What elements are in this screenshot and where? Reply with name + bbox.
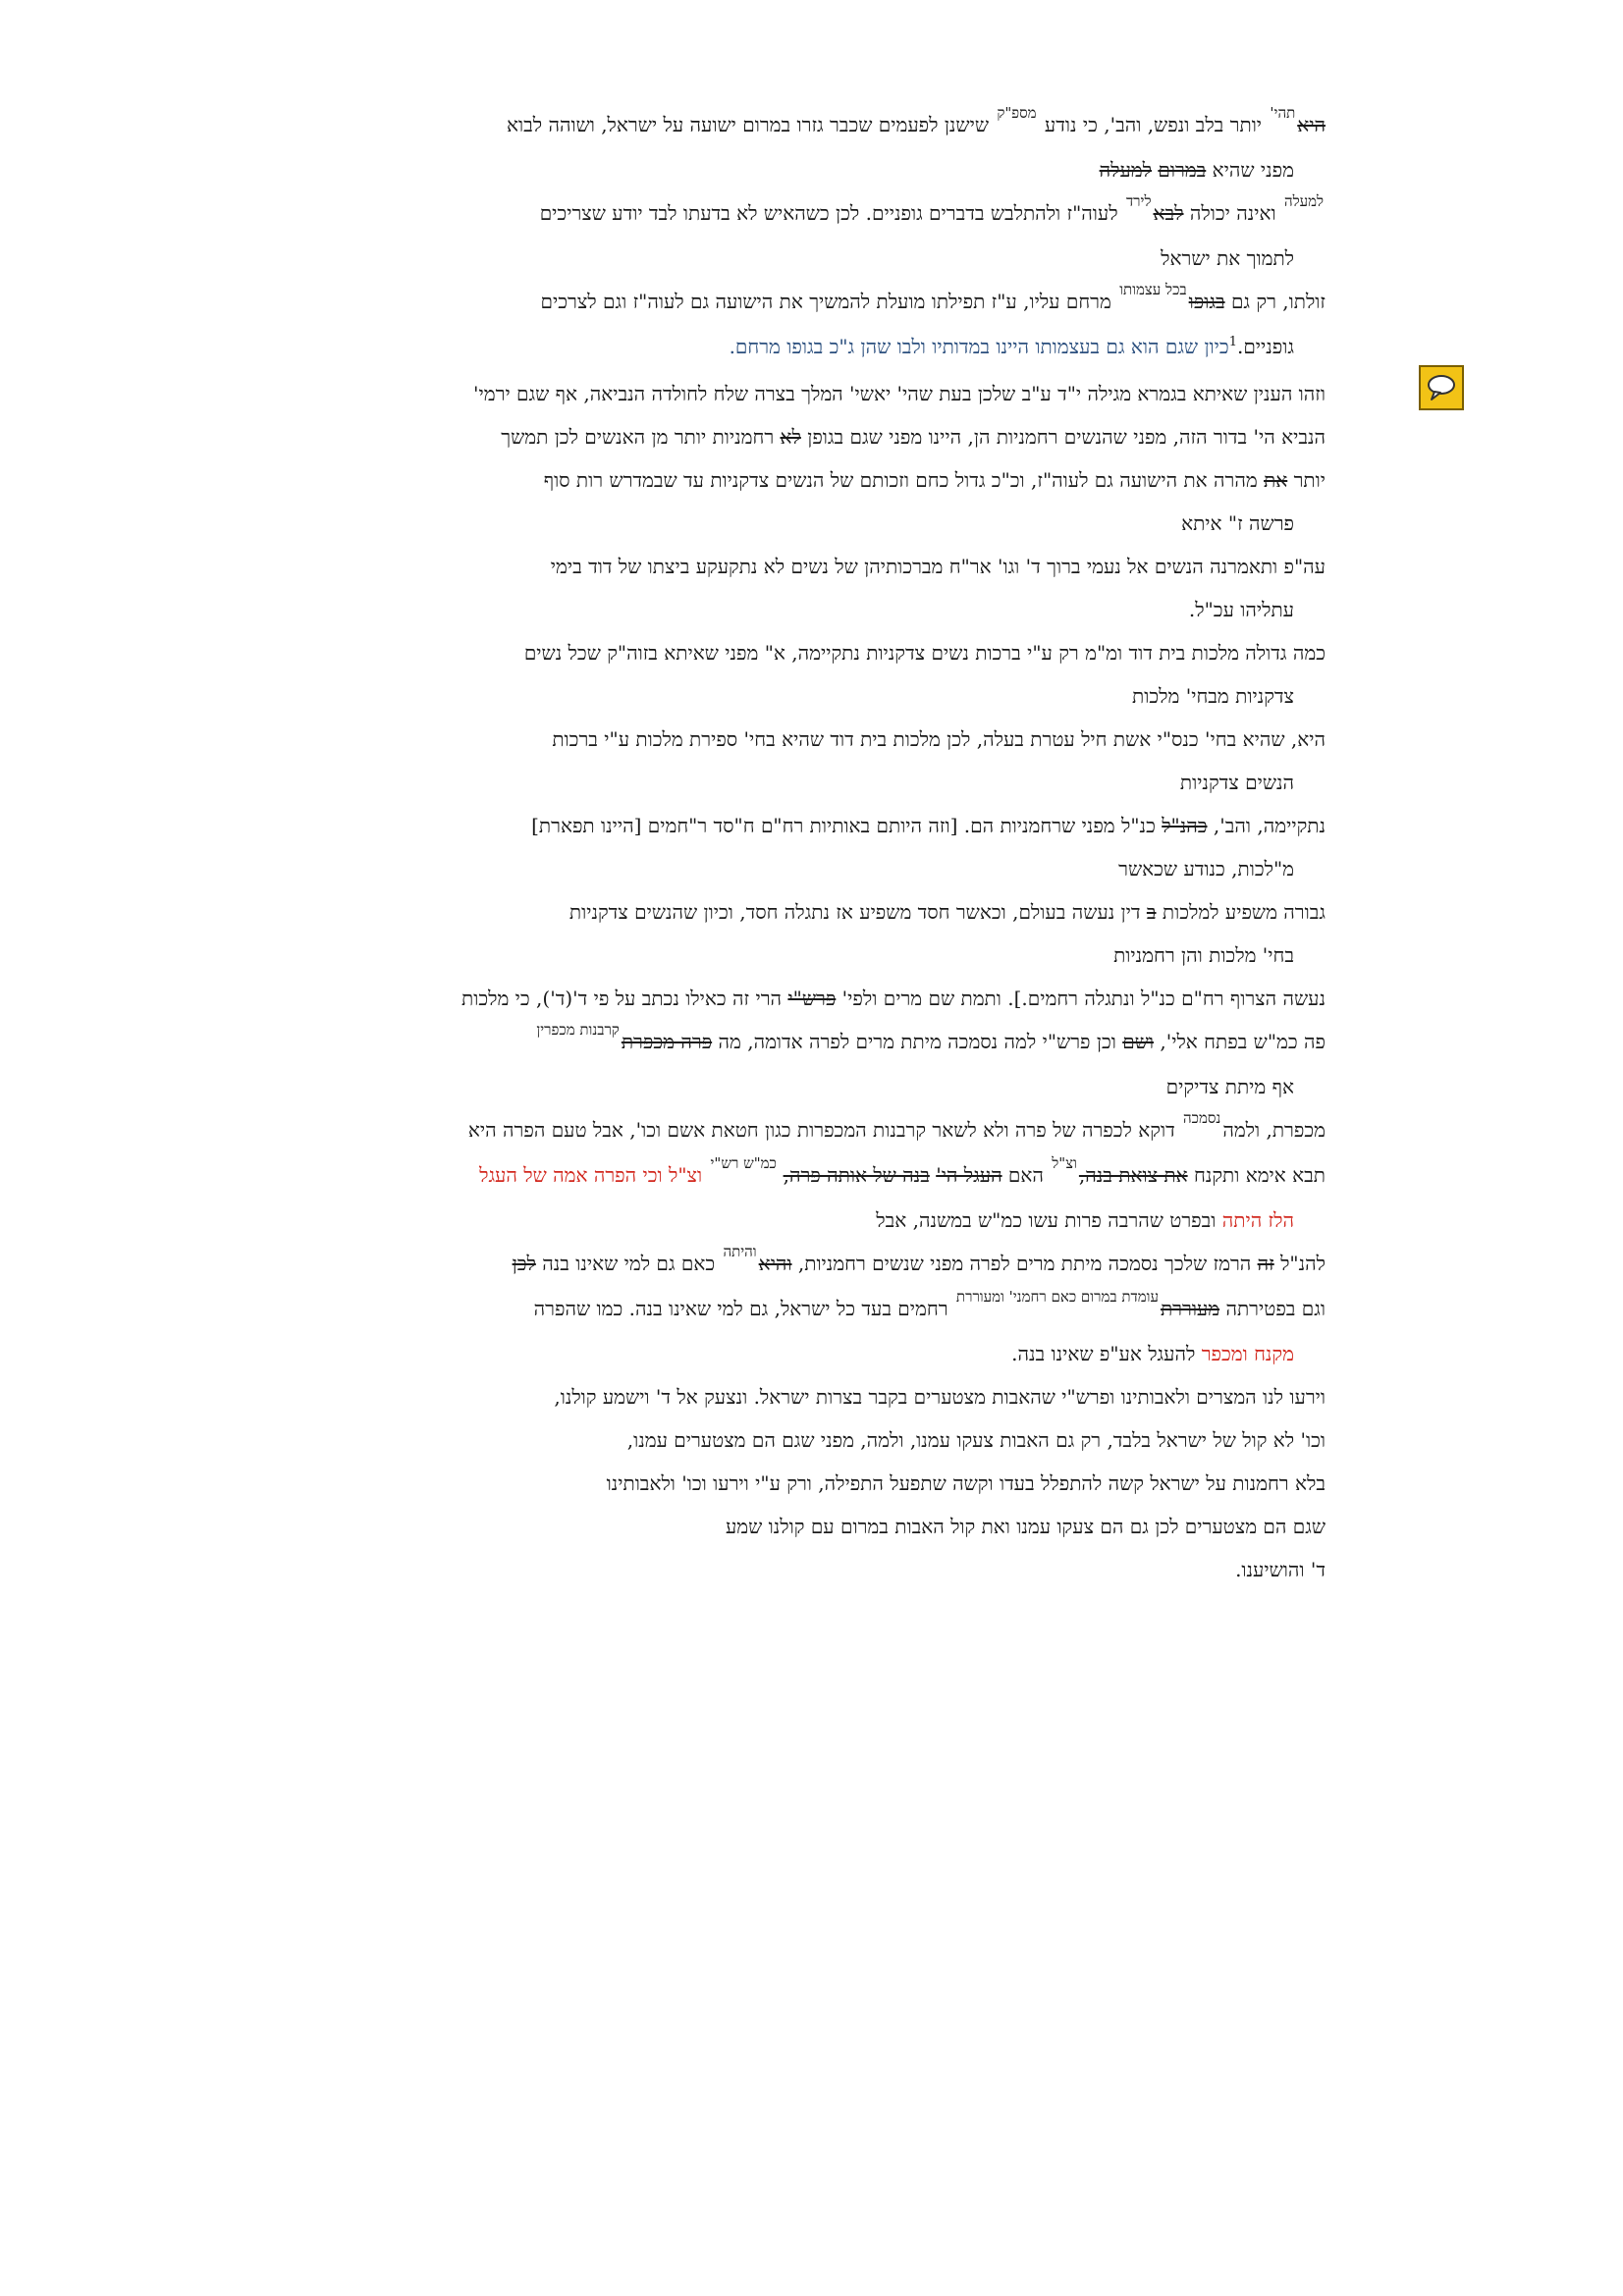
text-segment: נתקיימה, והב', [1207, 814, 1325, 837]
inserted-text: למעלה [1283, 192, 1324, 210]
deleted-text: כהנ"ל [1162, 814, 1208, 837]
deleted-text: לבא [1153, 201, 1184, 225]
text-segment: לעוה"ז ולהתלבש בדברים גופניים. לכן כשהאיש לא בדעתו לבד יודע שצריכים [539, 201, 1124, 225]
text-segment: לתמוך את ישראל [1161, 246, 1294, 270]
text-line [349, 545, 1325, 588]
footnote-text: כיון שגם הוא גם בעצמותו היינו במדותיו ולבו שהן ג"כ בגופו מרחם. [729, 335, 1229, 358]
text-line [349, 977, 1325, 1020]
inserted-text: בכל עצמותו [1119, 281, 1187, 298]
deleted-text: היא [1297, 113, 1325, 136]
text-segment: וירעו לנו המצרים ולאבותינו ופרש"י שהאבות מצטערים בקבר בצרות ישראל. ונצעק אל ד' וישמע קולנו, [554, 1385, 1325, 1409]
text-line [349, 1153, 1325, 1199]
inserted-text: והיתה [723, 1243, 757, 1260]
deleted-text: בגופו [1188, 290, 1225, 313]
text-segment: להעגל אע"פ שאינו בנה. [1011, 1342, 1202, 1365]
text-line [349, 1418, 1325, 1462]
text-segment: וזהו הענין שאיתא בגמרא מגילה י"ד ע"ב שלכן בעת שהי' יאשי' המלך בצרה שלח לחולדה הנביאה, אף שגם ירמי' [473, 382, 1325, 405]
text-segment: מ"לכות, כנודע שכאשר [1118, 857, 1294, 881]
text-segment: מרחם עליו, ע"ז תפילתו מועלת להמשיך את הישועה גם לעוה"ז וגם לצרכים [540, 290, 1118, 313]
text-segment: ואינה יכולה [1183, 201, 1282, 225]
deleted-text: בנה של אותה פרה, [783, 1163, 930, 1187]
continuation-line [349, 148, 1325, 191]
text-line [349, 458, 1325, 502]
text-line [349, 804, 1325, 847]
text-segment: דוקא לכפרה של פרה ולא לשאר קרבנות המכפרות כגון חטאת אשם וכו', אבל טעם הפרה היא [467, 1118, 1182, 1142]
text-segment: זולתו, רק גם [1224, 290, 1325, 313]
text-segment: הרי זה כאילו נכתב על פי ד'(ד'), כי מלכות [461, 987, 788, 1010]
text-segment: צדקניות מבחי' מלכות [1132, 684, 1294, 708]
text-segment: היא, שהיא בחי' כנס"י אשת חיל עטרת בעלה, לכן מלכות בית דוד שהיא בחי' ספירת מלכות ע"י ברכות [552, 727, 1325, 751]
text-line [349, 372, 1325, 415]
deleted-text: מעוררת [1160, 1297, 1220, 1320]
text-segment: מפני שהיא [1206, 158, 1294, 182]
text-segment: וכו' לא קול של ישראל בלבד, רק גם האבות צעקו עמנו, ולמה, מפני שגם הם מצטערים עמנו, [626, 1428, 1325, 1452]
text-line [349, 103, 1325, 148]
text-line [349, 890, 1325, 934]
text-segment: תבא אימא ותקנח [1187, 1163, 1325, 1187]
text-line [349, 1462, 1325, 1505]
text-segment: שגם הם מצטערים לכן גם הם צעקו עמנו ואת קול האבות במרום עם קולנו שמע [725, 1515, 1325, 1538]
text-line [349, 718, 1325, 761]
continuation-line [349, 1332, 1325, 1375]
text-segment: עה"פ ותאמרנה הנשים אל נעמי ברוך ד' וגו' אר"ח מברכותיהן של נשים לא נתקעקע ביצתו של דוד בימי [550, 555, 1325, 578]
inserted-text: לירד [1125, 192, 1152, 210]
text-segment: וכן פרש"י למה נסמכה מיתת מרים לפרה אדומה, מה [712, 1030, 1123, 1053]
text-segment: רחמניות יותר מן האנשים לכן תמשך [501, 425, 781, 449]
deleted-text: לכן [512, 1252, 536, 1275]
text-segment: מכפרת, ולמה [1222, 1118, 1325, 1142]
inserted-text: תהי' [1270, 104, 1296, 122]
inserted-text: נסמכה [1183, 1109, 1221, 1127]
text-line [349, 280, 1325, 325]
text-line [349, 1242, 1325, 1287]
red-text: מקנח ומכפר [1201, 1342, 1294, 1365]
deleted-text: פרה מכפרת [621, 1030, 713, 1053]
text-line [349, 631, 1325, 674]
text-segment: ד' והושיענו. [1235, 1558, 1325, 1581]
text-segment: הנביא הי' בדור הזה, מפני שהנשים רחמניות הן, היינו מפני שגם בגופן [800, 425, 1325, 449]
continuation-line [349, 237, 1325, 280]
red-text: הלז היתה [1221, 1208, 1294, 1232]
deleted-text: פרש"י [787, 987, 837, 1010]
deleted-text: במרום [1158, 158, 1207, 182]
inserted-text: כמ"ש רש"י [710, 1154, 782, 1172]
text-segment: נעשה הצרוף רח"ם כנ"ל ונתגלה רחמים.]. ותמת שם מרים ולפי' [836, 987, 1325, 1010]
text-segment: דין נעשה בעולם, וכאשר חסד משפיע אז נתגלה חסד, וכיון שהנשים צדקניות [568, 900, 1147, 924]
continuation-line [349, 1199, 1325, 1242]
speech-bubble-icon[interactable] [1419, 365, 1464, 410]
inserted-text: עומדת במרום כאם רחמני' ומעוררת [955, 1288, 1159, 1306]
text-segment: יותר [1287, 468, 1325, 492]
text-segment: בלא רחמנות על ישראל קשה להתפלל בעדו וקשה שתפעל התפילה, ורק ע"י וירעו וכו' ולאבותינו [606, 1471, 1325, 1495]
continuation-line [349, 502, 1325, 545]
deleted-text: לא [780, 425, 801, 449]
continuation-line [349, 588, 1325, 631]
text-segment: להנ"ל [1273, 1252, 1325, 1275]
text-line [349, 1108, 1325, 1153]
text-segment: ובפרט שהרבה פרות עשו כמ"ש במשנה, אבל [876, 1208, 1222, 1232]
text-segment: פרשה ז" איתא [1181, 511, 1294, 535]
deleted-text: ושם [1122, 1030, 1154, 1053]
inserted-text: קרבנות מכפרין [536, 1021, 620, 1039]
text-segment: כנ"ל מפני שרחמניות הם. [וזה היותם באותיות רח"ם ח"סד ר"חמים [היינו תפארת] [531, 814, 1163, 837]
text-segment: כמה גדולה מלכות בית דוד ומ"מ רק ע"י ברכות נשים צדקניות נתקיימה, א" מפני שאיתא בזוה"ק שכל נשים [523, 641, 1325, 665]
continuation-line [349, 1065, 1325, 1108]
text-segment [702, 1163, 708, 1187]
text-segment: רחמים בעד כל ישראל, גם למי שאינו בנה. כמו שהפרה [533, 1297, 954, 1320]
text-line [349, 1375, 1325, 1418]
text-segment: מהרה את הישועה גם לעוה"ז, וכ"כ גדול כחם וזכותם של הנשים צדקניות עד שבמדרש רות סוף [543, 468, 1265, 492]
text-segment: גופניים. [1236, 335, 1294, 358]
deleted-text: והיא [758, 1252, 792, 1275]
deleted-text: ב [1146, 900, 1157, 924]
continuation-line [349, 325, 1325, 372]
text-segment: הרמז שלכך נסמכה מיתת מרים לפרה מפני שנשים רחמניות, [791, 1252, 1258, 1275]
continuation-line [349, 934, 1325, 977]
deleted-text: את צואת בנה, [1078, 1163, 1188, 1187]
document-body [349, 103, 1325, 1591]
text-line [349, 415, 1325, 458]
text-line [349, 1548, 1325, 1591]
text-segment: בחי' מלכות והן רחמניות [1113, 943, 1294, 967]
text-segment: וגם בפטירתה [1219, 1297, 1325, 1320]
red-text: וצ"ל וכי הפרה אמה של העגל [479, 1163, 703, 1187]
footnote-marker: 1 [1228, 335, 1237, 349]
text-segment: אף מיתת צדיקים [1165, 1075, 1294, 1098]
continuation-line [349, 674, 1325, 718]
deleted-text: את [1264, 468, 1288, 492]
inserted-text: מספ"ק [997, 104, 1037, 122]
text-segment: האם [1001, 1163, 1051, 1187]
continuation-line [349, 847, 1325, 890]
text-segment: שישנן לפעמים שכבר גזרו במרום ישועה על ישראל, ושוהה לבוא [506, 113, 996, 136]
inserted-text: וצ"ל [1052, 1154, 1077, 1172]
text-line [349, 1287, 1325, 1332]
text-segment: פה כמ"ש בפתח אלי', [1153, 1030, 1325, 1053]
text-segment: יותר בלב ונפש, והב', כי נודע [1038, 113, 1269, 136]
text-segment: עתליהו עכ"ל. [1188, 598, 1294, 621]
text-line [349, 1020, 1325, 1065]
text-segment: הנשים צדקניות [1179, 771, 1294, 794]
text-segment: גבורה משפיע למלכות [1156, 900, 1325, 924]
deleted-text: העגל הי' [936, 1163, 1002, 1187]
text-line [349, 191, 1325, 237]
continuation-line [349, 761, 1325, 804]
text-segment: כאם גם למי שאינו בנה [535, 1252, 722, 1275]
deleted-text: זה [1257, 1252, 1274, 1275]
deleted-text: למעלה [1099, 158, 1152, 182]
text-line [349, 1505, 1325, 1548]
